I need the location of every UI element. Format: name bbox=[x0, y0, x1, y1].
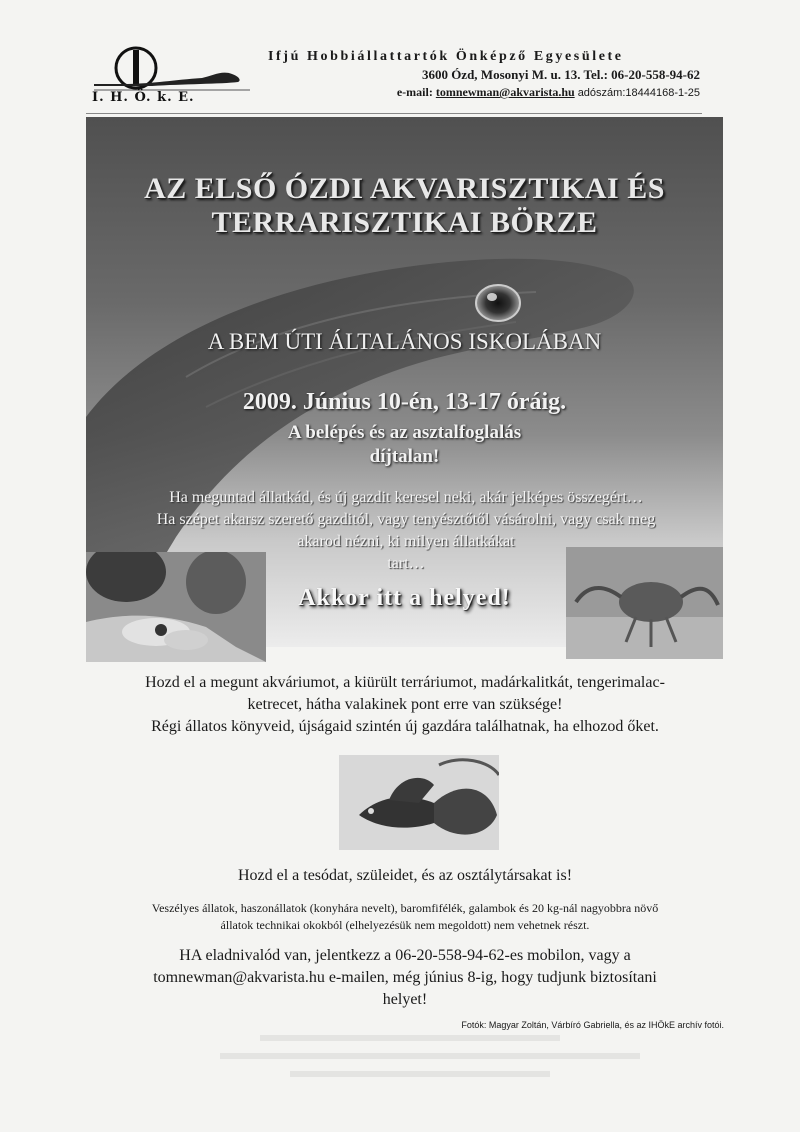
organization-contact bbox=[260, 85, 700, 100]
poster-title bbox=[86, 172, 723, 240]
free-entry-line: A belépés és az asztalfoglalás bbox=[287, 422, 522, 443]
invitation-line: Ha meguntad állatkád, és új gazdit keresel neki, akár jelképes összegért… bbox=[169, 489, 643, 506]
event-date: 2009. Június 10-én, 13-17 óráig. bbox=[242, 389, 567, 415]
free-entry-line: díjtalan! bbox=[369, 446, 440, 467]
call-to-action: Akkor itt a helyed! bbox=[298, 585, 511, 611]
paragraph-line: ketrecet, hátha valakinek pont erre van szüksége! bbox=[247, 696, 563, 713]
paragraph-line: HA eladnivalód van, jelentkezz a 06-20-558-94-62-es mobilon, vagy a bbox=[179, 947, 631, 964]
bring-family-paragraph: Hozd el a tesódat, szüleidet, és az osztálytársakat is! bbox=[237, 867, 573, 884]
invitation-line: Ha szépet akarsz szerető gazditól, vagy tenyésztőtől vásárolni, vagy csak meg bbox=[156, 511, 656, 528]
poster-title-line: TERRARISZTIKAI BÖRZE bbox=[211, 206, 598, 239]
paragraph-line: állatok technikai okokból (elhelyezésük nem megoldott) nem vehetnek részt. bbox=[220, 918, 590, 932]
bring-items-paragraph bbox=[90, 672, 720, 738]
email-label: e-mail: bbox=[396, 85, 433, 99]
paragraph-line: Hozd el a megunt akváriumot, a kiürült terráriumot, madárkalitkát, tengerimalac- bbox=[145, 674, 665, 691]
organization-address: 3600 Ózd, Mosonyi M. u. 13. Tel.: 06-20-558-94-62 bbox=[421, 67, 700, 82]
paragraph-line: helyet! bbox=[382, 991, 428, 1008]
free-entry-note bbox=[86, 421, 723, 469]
logo-abbreviation: I. H. Ö. k. E. bbox=[92, 90, 195, 105]
invitation-line: akarod nézni, ki milyen állatkákat bbox=[297, 533, 515, 550]
crayfish-photo bbox=[566, 547, 723, 659]
poster-title-line: AZ ELSŐ ÓZDI AKVARISZTIKAI ÉS bbox=[144, 172, 665, 205]
registration-paragraph bbox=[90, 945, 720, 1011]
email-link[interactable]: tomnewman@akvarista.hu bbox=[435, 85, 575, 99]
paragraph-line: Veszélyes állatok, haszonállatok (konyhára nevelt), baromfifélék, galambok és 20 kg-nál nagyobbra növő bbox=[151, 901, 659, 915]
invitation-line: tart… bbox=[387, 555, 425, 572]
paragraph-line: Régi állatos könyveid, újságaid szintén új gazdára találhatnak, ha elhozod őket. bbox=[151, 718, 659, 735]
bleed-through-shadow bbox=[140, 1025, 700, 1085]
children-with-pet-photo bbox=[86, 552, 266, 662]
restrictions-paragraph bbox=[90, 900, 720, 934]
organization-name: Ifjú Hobbiállattartók Önképző Egyesülete bbox=[268, 49, 624, 64]
paragraph-line: tomnewman@akvarista.hu e-mailen, még június 8-ig, hogy tudjunk biztosítani bbox=[153, 969, 657, 986]
tax-id: adószám:18444168-1-25 bbox=[577, 87, 700, 99]
letterhead-divider bbox=[86, 113, 702, 114]
event-venue: A BEM ÚTI ÁLTALÁNOS ISKOLÁBAN bbox=[207, 329, 602, 354]
photo-credits: Fotók: Magyar Zoltán, Várbíró Gabriella, és az IHÖkE archív fotói. bbox=[461, 1020, 724, 1030]
betta-fish-photo bbox=[339, 755, 499, 850]
